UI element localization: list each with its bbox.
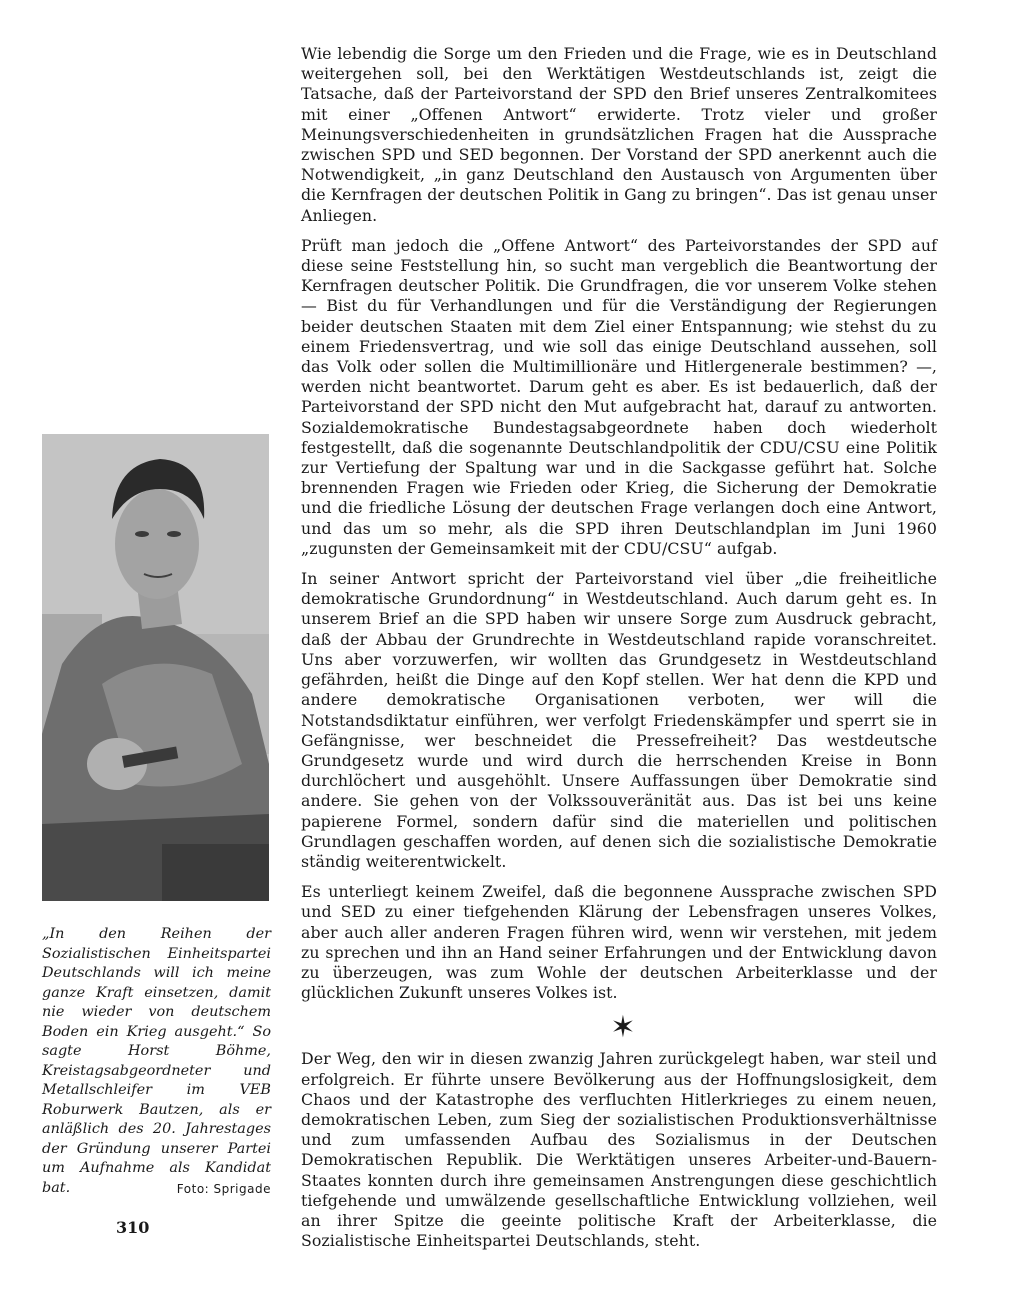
article-paragraph-1: Wie lebendig die Sorge um den Frieden und die Frage, wie es in Deutschland weitergehen soll, bei den Werktätigen Westdeutschlands ist, zeigt die Tatsache, daß der Parteivorstand der SPD den Brief unseres Zentralkomitees mit einer „Offenen Antwort“ erwiderte. Trotz vieler und großer Meinungsverschiedenheiten in grundsätzlichen Fragen hat die Aussprache zwischen SPD und SED begonnen. Der Vorstand der SPD anerkennt auch die Notwendigkeit, „in ganz Deutschland den Austausch von Argumenten über die Kernfragen der deutschen Politik in Gang zu bringen“. Das ist genau unser Anliegen. bbox=[301, 44, 937, 225]
article-closing-paragraph: Der Weg, den wir in diesen zwanzig Jahren zurückgelegt haben, war steil und erfolgreich. Er führte unsere Bevölkerung aus der Hoffnungslosigkeit, dem Chaos und der Katastrophe des verfluchten Hitlerkrieges zu einem neuen, demokratischen Leben, zum Sieg der sozialistischen Produktionsverhältnisse und zum umfassenden Aufbau des Sozialismus in der Deutschen Demokratischen Republik. Die Werktätigen unseres Arbeiter-und-Bauern-Staates konnten durch ihre gemeinsamen Anstrengungen diese geschichtlich tiefgehende und umwälzende gesellschaftliche Entwicklung vollziehen, weil an ihrer Spitze die geeinte politische Kraft der Arbeiterklasse, die Sozialistische Einheitspartei Deutschlands, steht. bbox=[301, 1049, 937, 1251]
portrait-illustration bbox=[42, 434, 269, 901]
caption-text: „In den Reihen der Sozialistischen Einheitspartei Deutschlands will ich meine ganze Kraft einsetzen, damit nie wieder von deutschem Boden ein Krieg ausgeht.“ So sagte Horst Böhme, Kreistagsabgeordneter und Metallschleifer im VEB Roburwerk Bautzen, als er anläßlich des 20. Jahrestages der Gründung unserer Partei um Aufnahme als Kandidat bat. bbox=[42, 926, 271, 1196]
photo-credit: Foto: Sprigade bbox=[176, 1182, 271, 1196]
article-paragraph-2: Prüft man jedoch die „Offene Antwort“ des Parteivorstandes der SPD auf diese seine Feststellung hin, so sucht man vergeblich die Beantwortung der Kernfragen deutscher Politik. Die Grundfragen, die vor unserem Volke stehen — Bist du für Verhandlungen und für die Verständigung der Regierungen beider deutschen Staaten mit dem Ziel einer Entspannung; wie stehst du zu einem Friedensvertrag, und wie soll das einige Deutschland aussehen, soll das Volk oder sollen die Multimillionäre und Hitlergenerale bestimmen? —, werden nicht beantwortet. Darum geht es aber. Es ist bedauerlich, daß der Parteivorstand der SPD nicht den Mut aufgebracht hat, darauf zu antworten. Sozialdemokratische Bundestagsabgeordnete haben doch wiederholt festgestellt, daß die sogenannte Deutschlandpolitik der CDU/CSU eine Politik zur Vertiefung der Spaltung war und in die Sackgasse geführt hat. Solche brennenden Fragen wie Frieden oder Krieg, die Sicherung der Demokratie und die friedliche Lösung der deutschen Frage verlangen doch eine Antwort, und das um so mehr, als die SPD ihren Deutschlandplan im Juni 1960 „zugunsten der Gemeinsamkeit mit der CDU/CSU“ aufgab. bbox=[301, 235, 937, 558]
portrait-photo bbox=[42, 434, 269, 901]
article-body bbox=[301, 44, 937, 1251]
photo-caption bbox=[42, 925, 271, 1198]
page-number: 310 bbox=[116, 1218, 150, 1237]
article-paragraph-3: In seiner Antwort spricht der Parteivorstand viel über „die freiheitliche demokratische Grundordnung“ in Westdeutschland. Auch darum geht es. In unserem Brief an die SPD haben wir unsere Sorge zum Ausdruck gebracht, daß der Abbau der Grundrechte in Westdeutschland rapide voranschreitet. Uns aber vorzuwerfen, wir wollten das Grundgesetz in Westdeutschland gefährden, heißt die Dinge auf den Kopf stellen. Wer hat denn die KPD und andere demokratische Organisationen verboten, wer will die Notstandsdiktatur einführen, wer verfolgt Friedenskämpfer und sperrt sie in Gefängnisse, wer beschneidet die Pressefreiheit? Das westdeutsche Grundgesetz wurde und wird durch die herrschenden Kreise in Bonn durchlöchert und ausgehöhlt. Unsere Auffassungen über Demokratie sind andere. Sie gehen von der Volkssouveränität aus. Das ist bei uns keine papierene Formel, sondern dafür sind die materiellen und politischen Grundlagen geschaffen worden, auf denen sich die sozialistische Demokratie ständig weiterentwickelt. bbox=[301, 569, 937, 871]
article-paragraph-4: Es unterliegt keinem Zweifel, daß die begonnene Aussprache zwischen SPD und SED zu einer tiefgehenden Klärung der Lebensfragen unseres Volkes, aber auch aller anderen Fragen führen wird, wenn wir verstehen, mit jedem zu sprechen und ihn an Hand seiner Erfahrungen und der Entwicklung davon zu überzeugen, was zum Wohle der deutschen Arbeiterklasse und der glücklichen Zukunft unseres Volkes ist. bbox=[301, 882, 937, 1003]
asterisk-separator-icon: ✶ bbox=[610, 1010, 636, 1046]
